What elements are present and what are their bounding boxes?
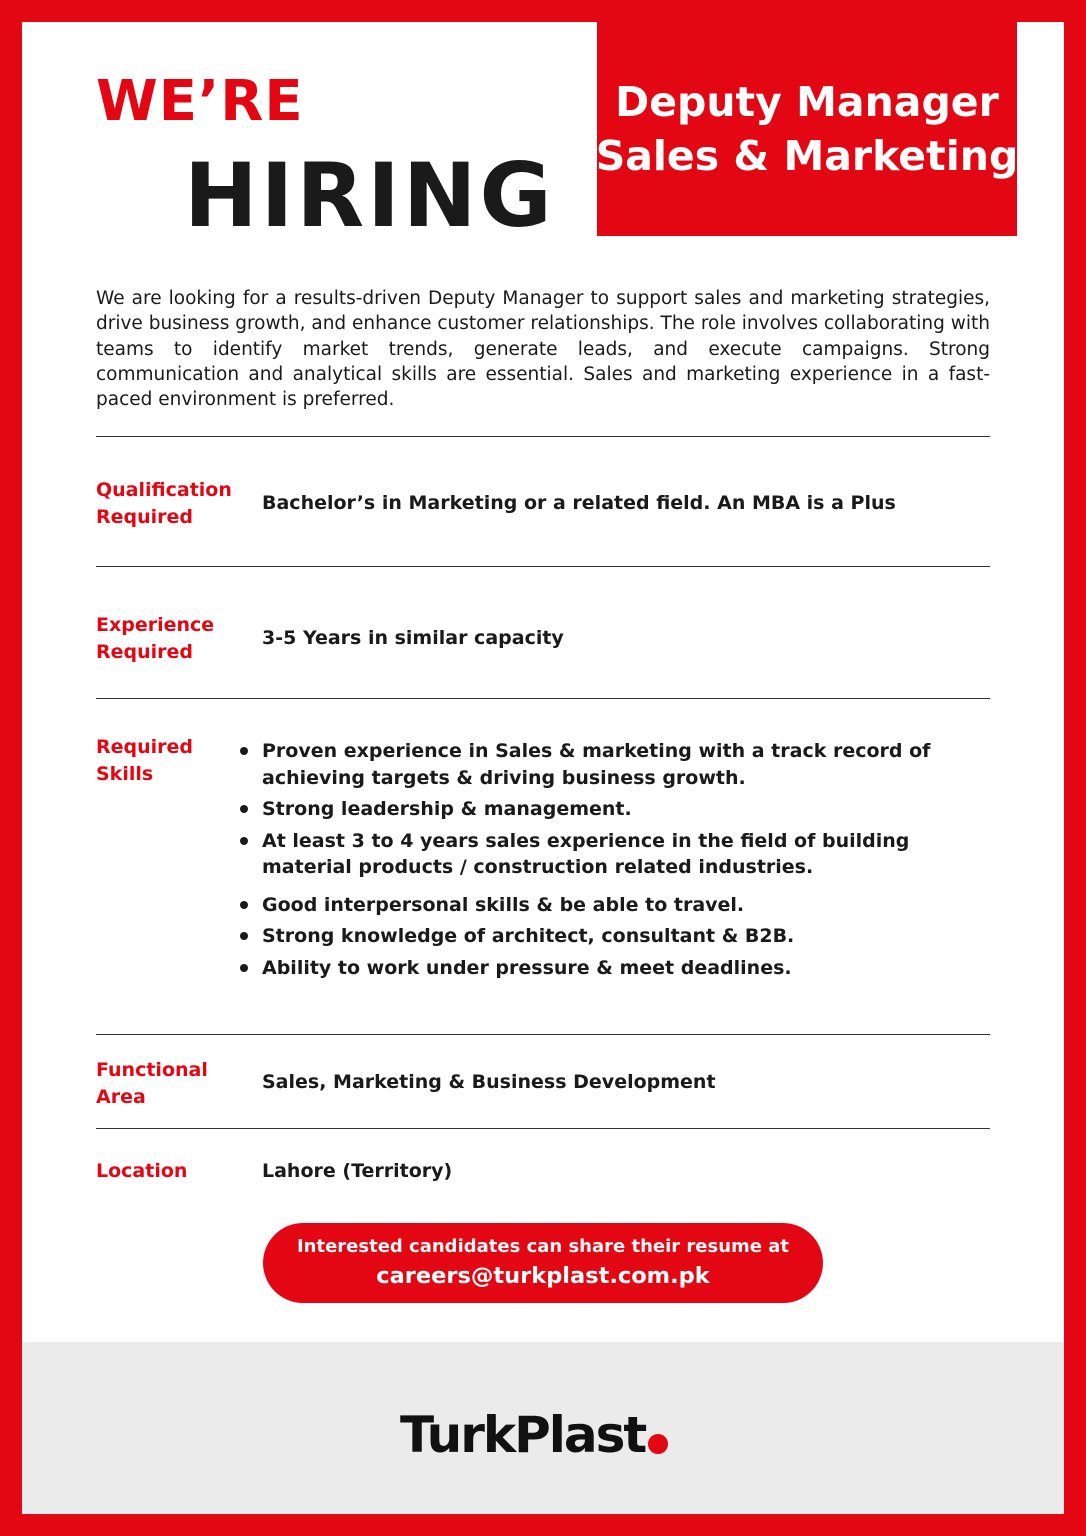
experience-label-line1: Experience	[96, 614, 215, 636]
qualification-value: Bachelor’s in Marketing or a related field. An MBA is a Plus	[262, 492, 896, 514]
bullet-icon	[240, 747, 248, 755]
apply-email-button[interactable]	[263, 1223, 823, 1303]
functional-area-label	[96, 1057, 246, 1110]
logo-text: TurkPlast	[400, 1406, 646, 1464]
job-title-line1: Deputy Manager	[615, 78, 999, 126]
divider	[96, 698, 990, 699]
cta-text: Interested candidates can share their resume at	[296, 1236, 790, 1257]
location-label: Location	[96, 1160, 188, 1182]
qualification-label-line1: Qualification	[96, 479, 232, 501]
bullet-icon	[240, 837, 248, 845]
divider	[96, 436, 990, 437]
experience-label	[96, 612, 246, 665]
hiring-heading: HIRING	[184, 144, 555, 247]
skill-item	[240, 738, 1000, 791]
qualification-label-line2: Required	[96, 505, 194, 528]
skill-item	[240, 828, 1000, 881]
skills-label-line2: Skills	[96, 762, 154, 785]
functional-area-label-line1: Functional	[96, 1059, 208, 1081]
job-title-box	[597, 22, 1017, 236]
skill-text: Strong leadership & management.	[262, 798, 632, 820]
job-title-line2: Sales & Marketing	[595, 132, 1019, 180]
bullet-icon	[240, 805, 248, 813]
bullet-icon	[240, 964, 248, 972]
skill-text: At least 3 to 4 years sales experience in the field of building material products / construction related industries.	[262, 829, 910, 878]
skill-item	[240, 923, 1000, 950]
job-poster	[22, 22, 1064, 1514]
job-description: We are looking for a results-driven Deputy Manager to support sales and marketing strategies, drive business growth, and enhance customer relationships. The role involves collaborating with teams to identify market trends, generate leads, and execute campaigns. Strong communication and analytical skills are essential. Sales and marketing experience in a fast-paced environment is preferred.	[96, 288, 990, 411]
divider	[96, 566, 990, 567]
skill-item	[240, 796, 1000, 823]
functional-area-label-line2: Area	[96, 1085, 146, 1108]
qualification-label	[96, 477, 246, 530]
footer	[22, 1342, 1064, 1514]
skills-label-line1: Required	[96, 736, 194, 758]
divider	[96, 1034, 990, 1035]
divider	[96, 1128, 990, 1129]
bullet-icon	[240, 932, 248, 940]
skill-text: Strong knowledge of architect, consultant & B2B.	[262, 925, 795, 947]
functional-area-value: Sales, Marketing & Business Development	[262, 1071, 716, 1093]
were-heading: WE’RE	[96, 69, 304, 134]
skill-text: Ability to work under pressure & meet deadlines.	[262, 956, 792, 979]
skill-item	[240, 892, 1000, 919]
experience-label-line2: Required	[96, 640, 194, 663]
careers-email-link[interactable]: careers@turkplast.com.pk	[376, 1263, 710, 1289]
experience-value: 3-5 Years in similar capacity	[262, 627, 564, 649]
skill-text: Good interpersonal skills & be able to travel.	[262, 893, 745, 916]
turkplast-logo	[400, 1400, 668, 1464]
skills-list	[240, 738, 1000, 981]
skill-text: Proven experience in Sales & marketing with a track record of achieving targets & driving business growth.	[262, 740, 931, 789]
logo-dot-icon	[648, 1434, 668, 1454]
bullet-icon	[240, 901, 248, 909]
skills-label	[96, 734, 246, 787]
location-value: Lahore (Territory)	[262, 1160, 453, 1182]
skill-item	[240, 955, 1000, 982]
